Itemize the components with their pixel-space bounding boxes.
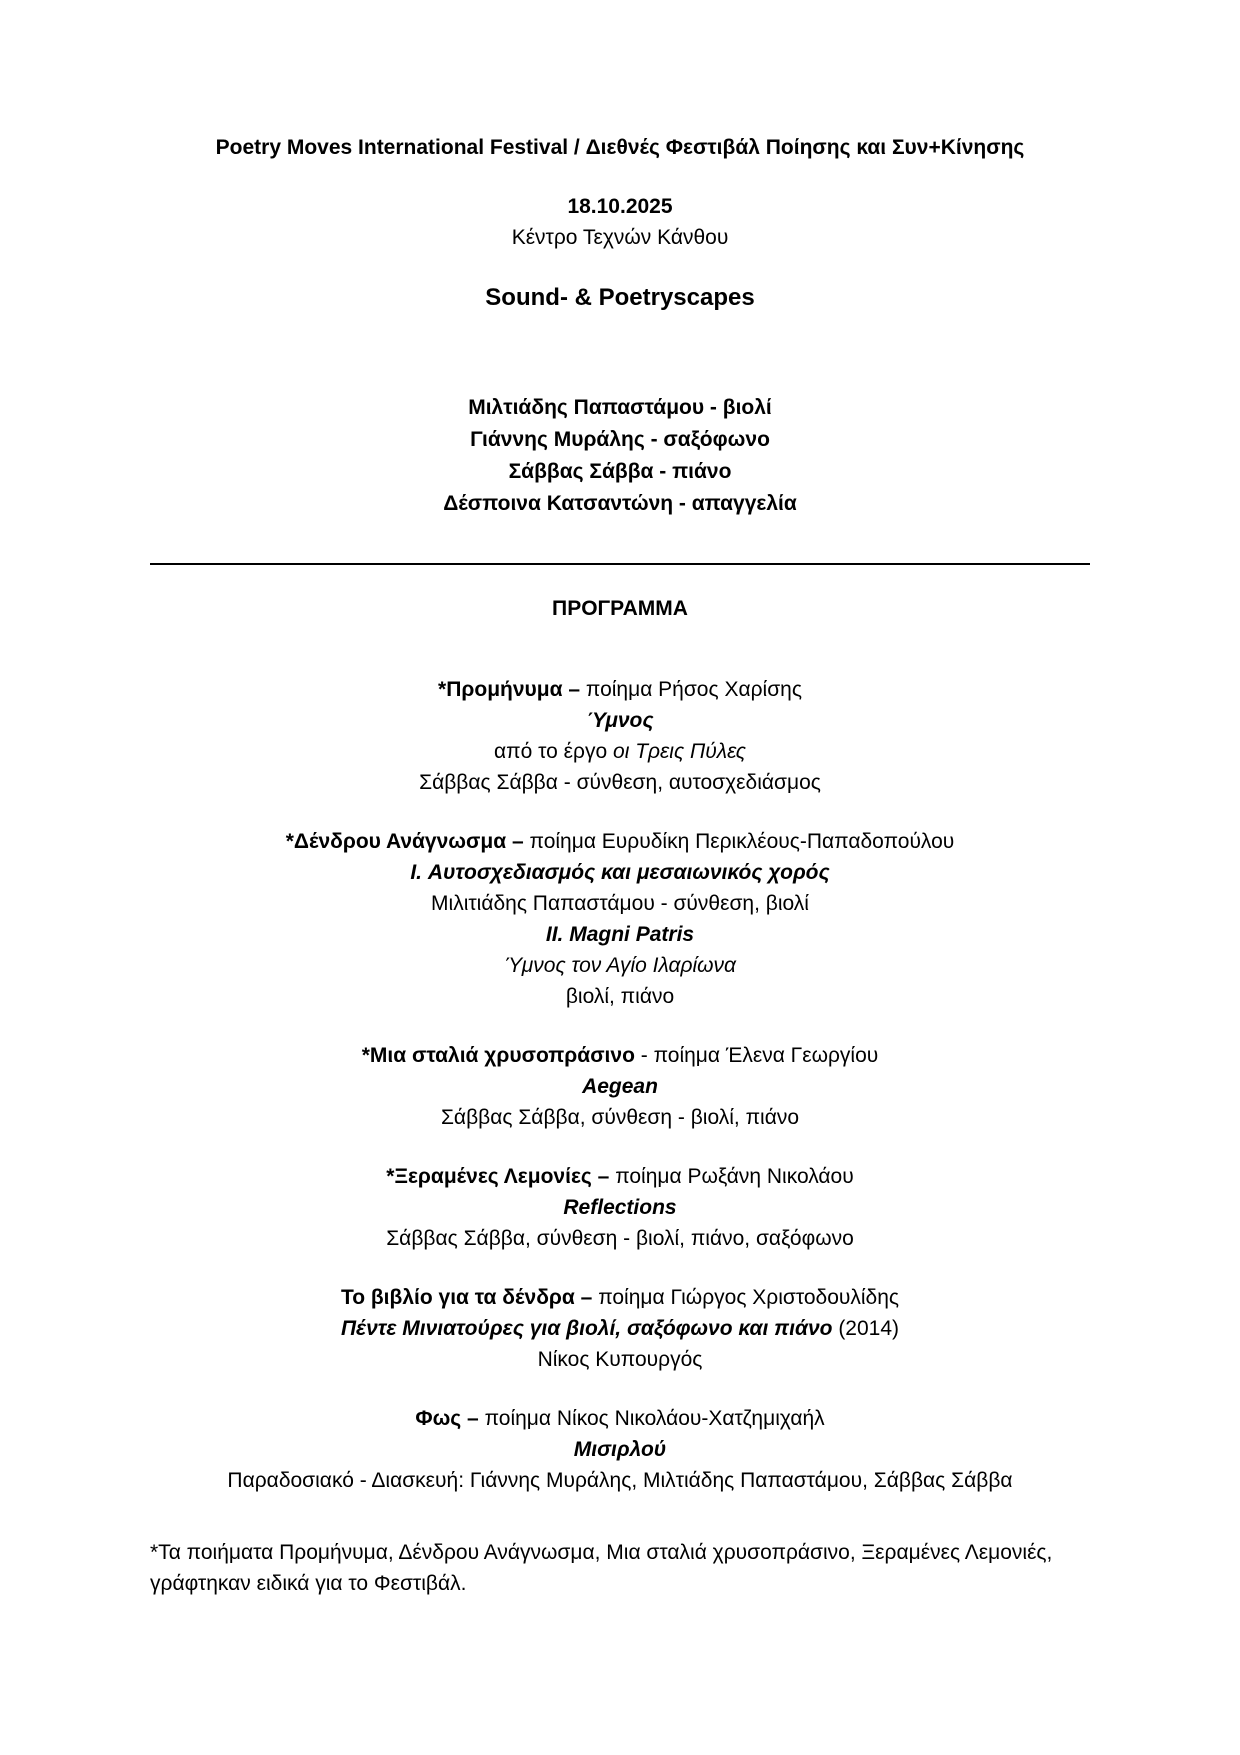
performer: Σάββας Σάββα - πιάνο [508,460,732,483]
program-line [150,736,1090,767]
text-segment: Σάββας Σάββα, σύνθεση - βιολί, πιάνο, σαξόφωνο [386,1227,854,1250]
text-segment: Σάββας Σάββα, σύνθεση - βιολί, πιάνο [440,1106,800,1129]
text-segment: *Δένδρου Ανάγνωσμα – [285,830,530,853]
text-segment: Το βιβλίο για τα δένδρα – [340,1286,599,1309]
text-segment: Reflections [563,1196,677,1219]
program-line [150,919,1090,950]
text-segment: Μιλιτιάδης Παπαστάμου - σύνθεση, βιολί [431,892,809,915]
text-segment: Ύμνος [586,709,654,732]
program-line [150,1192,1090,1223]
program-line [150,1434,1090,1465]
text-segment: ποίημα Ευρυδίκη Περικλέους-Παπαδοπούλου [529,830,955,853]
performer: Γιάννης Μυράλης - σαξόφωνο [470,428,770,451]
venue: Κέντρο Τεχνών Κάνθου [511,226,729,249]
program-line [150,705,1090,736]
program-section [150,1040,1090,1133]
program-line [150,1040,1090,1071]
program-line [150,857,1090,888]
text-segment: βιολί, πιάνο [565,985,675,1008]
program-line [150,1102,1090,1133]
program-line [150,1161,1090,1192]
program-line [150,1223,1090,1254]
program-section [150,674,1090,798]
program-line [150,1313,1090,1344]
text-segment: ποίημα Ρήσος Χαρίσης [585,678,802,701]
footnote-line: *Τα ποιήματα Προμήνυμα, Δένδρου Ανάγνωσμα, Μια σταλιά χρυσοπράσινο, Ξεραμένες Λεμονιές, [150,1541,1053,1564]
event-title: Sound- & Poetryscapes [485,284,755,311]
text-segment: ποίημα Νίκος Νικολάου-Χατζημιχαήλ [484,1407,825,1430]
program-line [150,826,1090,857]
text-segment: *Ξεραμένες Λεμονίες – [386,1165,616,1188]
program-heading: ΠΡΟΓΡΑΜΜΑ [552,597,688,620]
program-line [150,888,1090,919]
program-line [150,950,1090,981]
divider [150,563,1090,565]
program-line [150,1071,1090,1102]
text-segment: Μισιρλού [573,1438,667,1461]
text-segment: *Προμήνυμα – [438,678,586,701]
program-line [150,1403,1090,1434]
program-list [150,674,1090,1496]
text-segment: ποίημα Γιώργος Χριστοδουλίδης [598,1286,900,1309]
program-line [150,1344,1090,1375]
text-segment: Σάββας Σάββα - σύνθεση, αυτοσχεδιάσμος [419,771,821,794]
text-segment: Ύμνος τον Αγίο Ιλαρίωνα [504,954,736,977]
text-segment: Πέντε Μινιατούρες για βιολί, σαξόφωνο και πιάνο [340,1317,833,1340]
program-section [150,826,1090,1012]
text-segment: II. Magni Patris [545,923,695,946]
text-segment: (2014) [832,1317,900,1340]
performer: Δέσποινα Κατσαντώνη - απαγγελία [443,492,797,515]
program-section [150,1161,1090,1254]
program-line [150,767,1090,798]
performer: Μιλτιάδης Παπαστάμου - βιολί [468,396,772,419]
text-segment: οι Τρεις Πύλες [613,740,746,763]
program-line [150,1465,1090,1496]
performers-list [150,392,1090,520]
text-segment: *Μια σταλιά χρυσοπράσινο [361,1044,635,1067]
text-segment: - ποίημα Έλενα Γεωργίου [634,1044,879,1067]
event-date: 18.10.2025 [567,195,673,218]
text-segment: Aegean [582,1075,658,1098]
program-line [150,1282,1090,1313]
text-segment: Νίκος Κυπουργός [537,1348,703,1371]
program-line [150,674,1090,705]
text-segment: από το έργο [494,740,614,763]
footnote-line: γράφτηκαν ειδικά για το Φεστιβάλ. [150,1572,467,1595]
text-segment: ποίημα Ρωξάνη Νικολάου [615,1165,854,1188]
text-segment: Φως – [415,1407,485,1430]
text-segment: Παραδοσιακό - Διασκευή: Γιάννης Μυράλης, Μιλτιάδης Παπαστάμου, Σάββας Σάββα [227,1469,1013,1492]
footnote [150,1537,1090,1599]
program-section [150,1282,1090,1375]
program-section [150,1403,1090,1496]
text-segment: I. Αυτοσχεδιασμός και μεσαιωνικός χορός [410,861,830,884]
program-line [150,981,1090,1012]
festival-title: Poetry Moves International Festival / Διεθνές Φεστιβάλ Ποίησης και Συν+Κίνησης [215,136,1025,159]
